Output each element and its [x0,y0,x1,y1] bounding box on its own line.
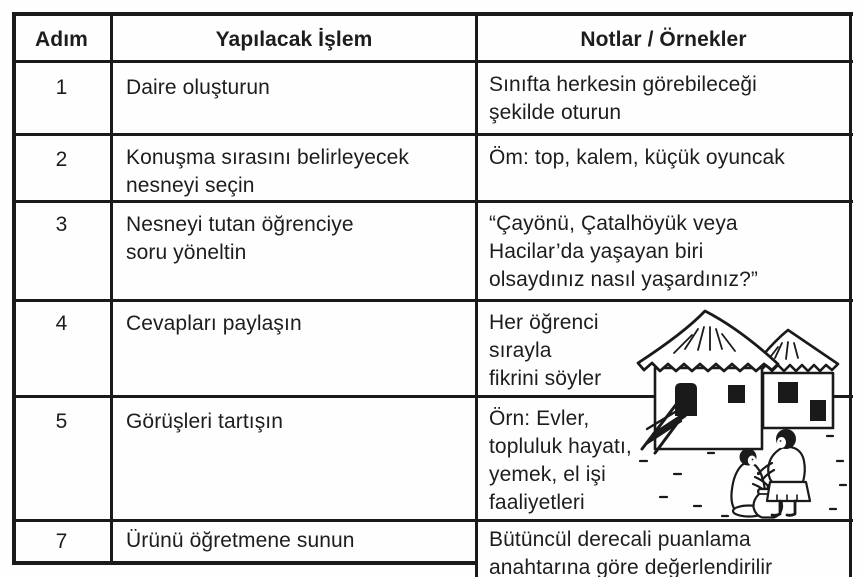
notes-line: olsaydınız nasıl yaşardınız?” [489,268,759,291]
notes-line: faaliyetleri [489,491,585,514]
notes-line: fikrini söyler [489,367,602,390]
notes-line: Hacilar’da yaşayan biri [489,240,704,263]
header-step: Adım [35,28,88,51]
step-number: 3 [55,213,68,236]
header-notes: Notlar / Örnekler [580,28,747,51]
column-divider-1 [110,12,113,563]
hut-roof-left [638,311,778,371]
action-line: Görüşleri tartışın [126,410,284,433]
step-number: 7 [55,530,68,553]
action-line: Konuşma sırasını belirleyecek [126,146,410,169]
table-border-bottom-left [13,561,478,565]
action-text [126,408,466,436]
step-number: 2 [55,148,68,171]
notes-line: Sınıfta herkesin görebileceği [489,73,757,96]
step-number: 5 [55,410,68,433]
action-text [126,211,466,267]
header-action: Yapılacak İşlem [215,28,373,51]
notes-line: Her öğrenci [489,311,599,334]
action-text [126,144,466,200]
action-line: Cevapları paylaşın [126,312,302,335]
header-separator [13,60,853,63]
notes-text [489,144,844,172]
action-line: Nesneyi tutan öğrenciye [126,213,354,236]
notes-line: topluluk hayatı, [489,435,632,458]
table-border-top [13,12,853,16]
hut-window-left [728,385,745,403]
hut-body-left [655,368,762,449]
notes-line: Öm: top, kalem, küçük oyuncak [489,146,785,169]
hut-window-right [778,382,798,403]
notes-line: yemek, el işi [489,463,606,486]
action-text [126,74,466,102]
notes-line: şekilde oturun [489,101,622,124]
action-line: soru yöneltin [126,241,247,264]
row-separator-1 [13,133,853,136]
notes-line: Bütüncül derecali puanlama [489,528,751,551]
notes-text [489,526,844,577]
step-number: 4 [55,312,68,335]
village-huts-pottery-illustration [622,303,854,520]
notes-line: anahtarına göre değerlendirilir [489,556,773,577]
notes-line: “Çayönü, Çatalhöyük veya [489,212,738,235]
notes-text [489,71,844,127]
action-text [126,527,466,555]
action-text [126,310,466,338]
action-line: nesneyi seçin [126,174,255,197]
seated-person-face [748,456,756,466]
standing-person-skirt [767,482,810,501]
step-number: 1 [55,76,68,99]
row-separator-2 [13,200,853,203]
action-line: Daire oluşturun [126,76,270,99]
standing-person-face [777,437,786,448]
notes-line: sırayla [489,339,552,362]
column-divider-2 [475,12,478,577]
row-separator-3 [13,299,853,302]
notes-text [489,210,844,294]
notes-line: Örn: Evler, [489,407,590,430]
hut-door-right [810,400,826,421]
action-line: Ürünü öğretmene sunun [126,529,355,552]
